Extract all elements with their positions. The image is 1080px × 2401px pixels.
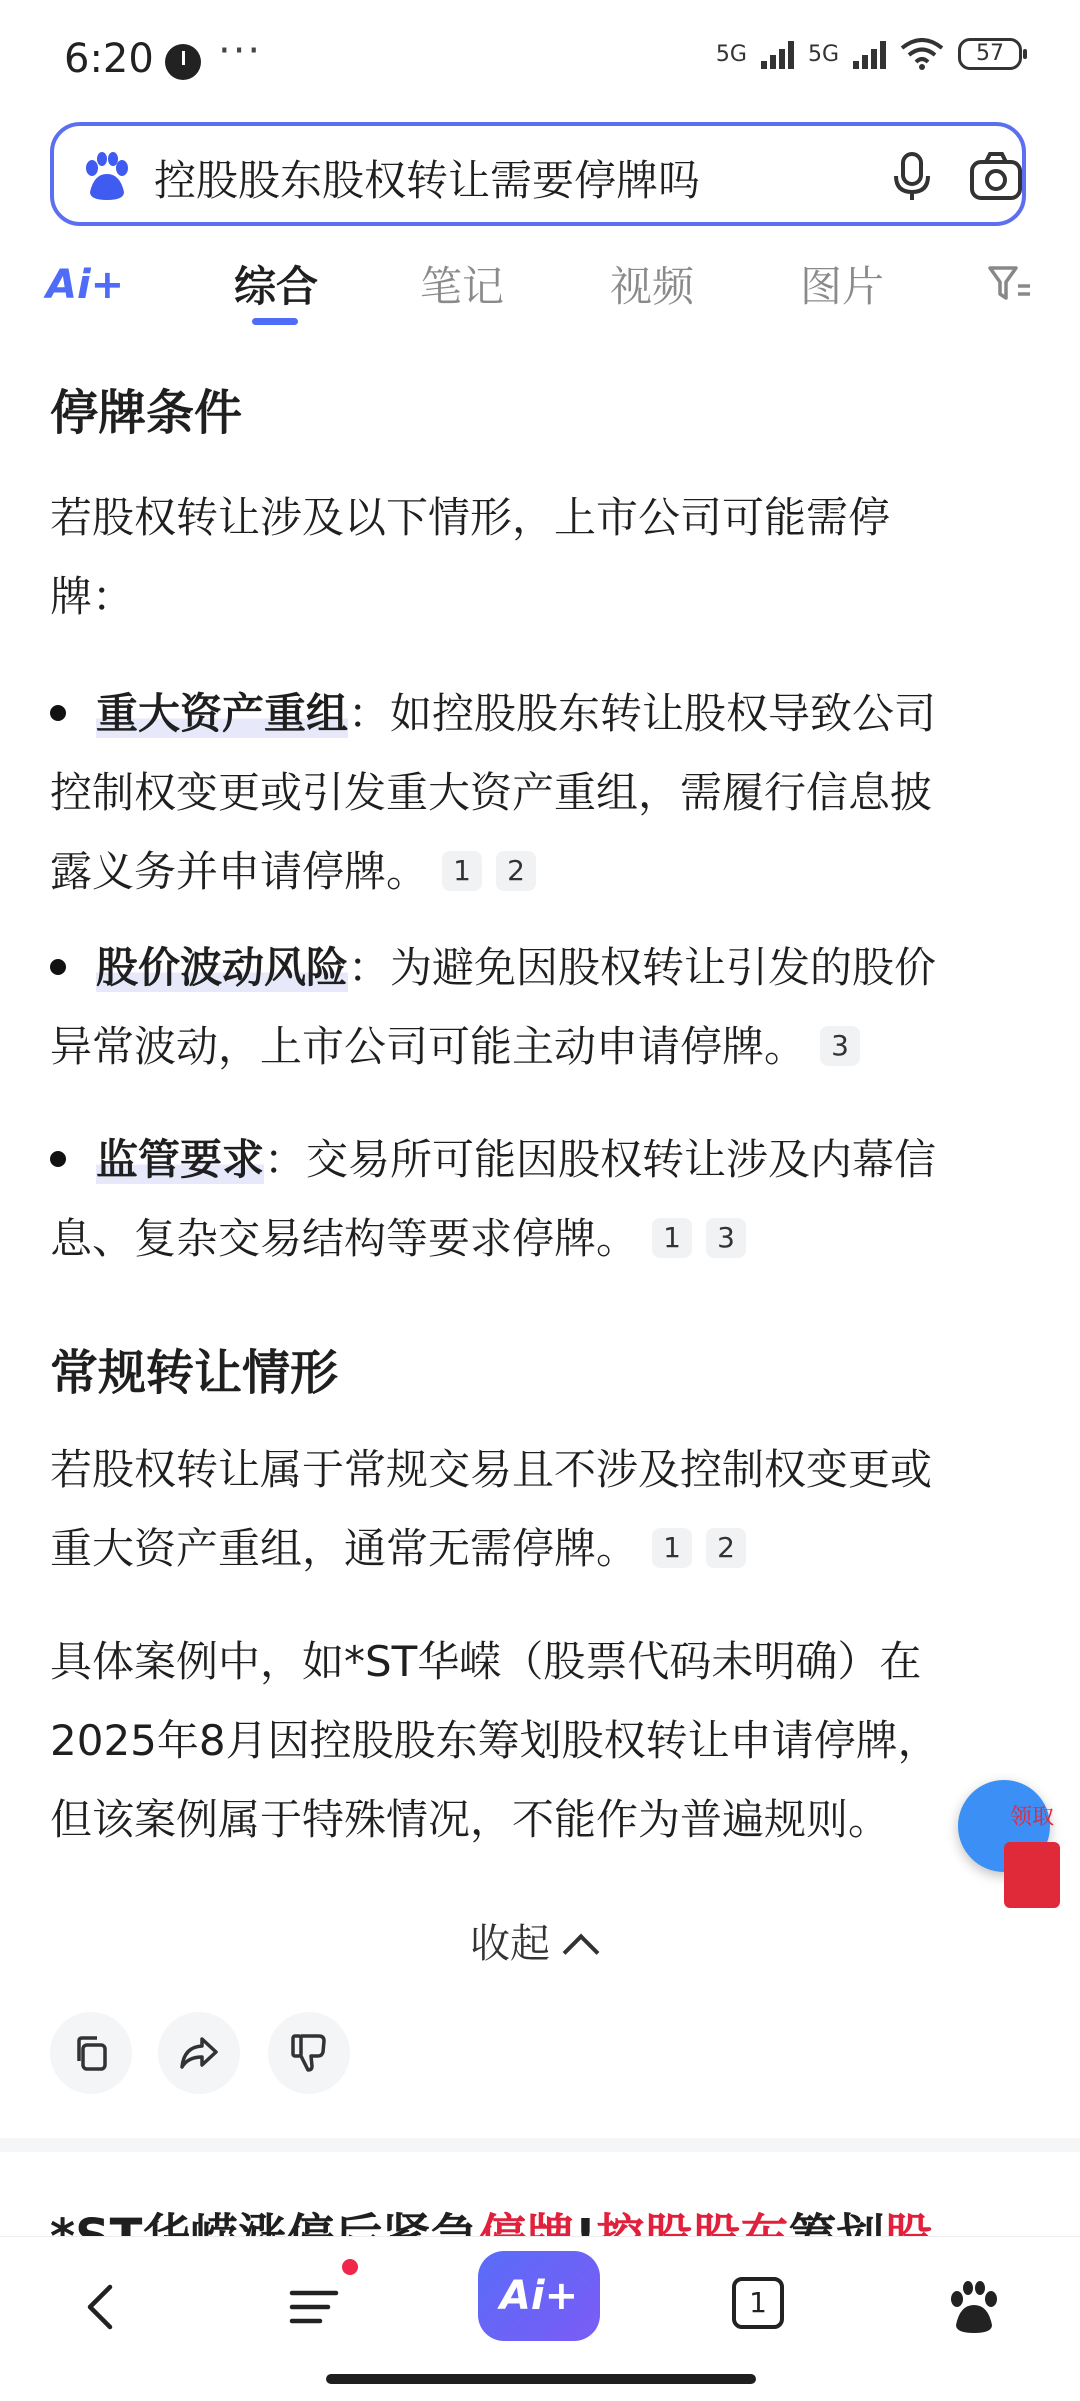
bullet-text: ：为避免因股权转让引发的股价 bbox=[348, 943, 937, 992]
filter-icon[interactable] bbox=[986, 260, 1034, 308]
bullet-key-term: 监管要求 bbox=[96, 1135, 265, 1184]
status-time: 6:20 bbox=[64, 36, 154, 82]
intro-line-2: 牌： bbox=[50, 572, 135, 621]
share-button[interactable] bbox=[158, 2012, 240, 2094]
citation-badge[interactable]: 2 bbox=[496, 851, 536, 891]
bullet-key-term: 重大资产重组 bbox=[96, 689, 349, 738]
citation-badge[interactable]: 1 bbox=[652, 1218, 692, 1258]
bullet-dot bbox=[50, 959, 66, 975]
tab-notes[interactable]: 笔记 bbox=[420, 262, 505, 311]
section-heading-regular: 常规转让情形 bbox=[50, 1345, 339, 1401]
bullet-key-term: 股价波动风险 bbox=[96, 943, 349, 992]
bullet-text: 控制权变更或引发重大资产重组，需履行信息披 bbox=[50, 768, 933, 817]
copy-button[interactable] bbox=[50, 2012, 132, 2094]
search-input[interactable]: 控股股东股权转让需要停牌吗 bbox=[154, 156, 701, 205]
tab-comprehensive[interactable]: 综合 bbox=[234, 262, 319, 311]
menu-icon[interactable] bbox=[284, 2277, 344, 2337]
network-label-2: 5G bbox=[807, 41, 839, 67]
regular-text: 重大资产重组，通常无需停牌。 bbox=[50, 1524, 639, 1573]
case-line-2: 2025年8月因控股股东筹划股权转让申请停牌， bbox=[50, 1716, 940, 1765]
chevron-up-icon bbox=[563, 1934, 600, 1971]
bullet-text: 露义务并申请停牌。 bbox=[50, 847, 429, 896]
floating-reward-label: 领取 bbox=[1010, 1805, 1055, 1830]
notification-dot bbox=[342, 2259, 358, 2275]
case-line-3: 但该案例属于特殊情况，不能作为普遍规则。 bbox=[50, 1795, 891, 1844]
bullet-text: ：交易所可能因股权转让涉及内幕信 bbox=[264, 1135, 937, 1184]
bullet-dot bbox=[50, 705, 66, 721]
bullet-regulatory bbox=[50, 1120, 1030, 1278]
red-packet-icon[interactable] bbox=[1004, 1842, 1060, 1908]
home-indicator[interactable] bbox=[326, 2374, 756, 2384]
baidu-paw-icon bbox=[80, 150, 132, 202]
section-divider bbox=[0, 2138, 1080, 2152]
microphone-icon[interactable] bbox=[884, 148, 940, 204]
dislike-button[interactable] bbox=[268, 2012, 350, 2094]
intro-line-1: 若股权转让涉及以下情形，上市公司可能需停 bbox=[50, 493, 891, 542]
ai-assistant-button[interactable]: Ai+ bbox=[478, 2251, 600, 2341]
bullet-restructuring bbox=[50, 674, 1030, 911]
search-box[interactable] bbox=[50, 122, 1026, 226]
case-line-1: 具体案例中，如*ST华嵘（股票代码未明确）在 bbox=[50, 1637, 922, 1686]
signal-icon-2 bbox=[853, 39, 886, 69]
collapse-button[interactable] bbox=[470, 1912, 594, 1969]
network-label-1: 5G bbox=[715, 41, 747, 67]
regular-line-1: 若股权转让属于常规交易且不涉及控制权变更或 bbox=[50, 1445, 933, 1494]
citation-badge[interactable]: 2 bbox=[706, 1528, 746, 1568]
tab-images[interactable]: 图片 bbox=[800, 262, 885, 311]
citation-badge[interactable]: 3 bbox=[820, 1026, 860, 1066]
tabs-count-button[interactable]: 1 bbox=[732, 2277, 784, 2329]
clock-icon bbox=[165, 44, 201, 80]
wifi-icon bbox=[900, 38, 944, 70]
tab-videos[interactable]: 视频 bbox=[610, 262, 695, 311]
active-tab-indicator bbox=[252, 318, 298, 325]
bullet-text: 异常波动，上市公司可能主动申请停牌。 bbox=[50, 1022, 807, 1071]
bullet-text: ：如控股股东转让股权导致公司 bbox=[348, 689, 937, 738]
bullet-price-volatility bbox=[50, 928, 1030, 1086]
section-heading-suspension: 停牌条件 bbox=[50, 385, 243, 441]
more-notifications-icon: ··· bbox=[218, 28, 263, 74]
status-indicators bbox=[716, 38, 1022, 70]
collapse-label: 收起 bbox=[470, 1921, 550, 1967]
status-bar bbox=[0, 0, 1080, 110]
back-icon[interactable] bbox=[72, 2277, 132, 2337]
baidu-home-icon[interactable] bbox=[944, 2277, 1004, 2337]
copy-icon bbox=[71, 2033, 111, 2073]
regular-line-2 bbox=[50, 1509, 1030, 1588]
citation-badge[interactable]: 1 bbox=[652, 1528, 692, 1568]
citation-badge[interactable]: 3 bbox=[706, 1218, 746, 1258]
result-tabs bbox=[0, 248, 1080, 328]
bullet-text: 息、复杂交易结构等要求停牌。 bbox=[50, 1214, 639, 1263]
camera-icon[interactable] bbox=[968, 150, 1024, 202]
bullet-dot bbox=[50, 1151, 66, 1167]
citation-badge[interactable]: 1 bbox=[442, 851, 482, 891]
share-icon bbox=[178, 2033, 220, 2073]
ai-tab[interactable]: Ai+ bbox=[46, 262, 125, 308]
thumbs-down-icon bbox=[289, 2032, 329, 2074]
battery-icon: 57 bbox=[958, 38, 1022, 70]
signal-icon-1 bbox=[761, 39, 794, 69]
